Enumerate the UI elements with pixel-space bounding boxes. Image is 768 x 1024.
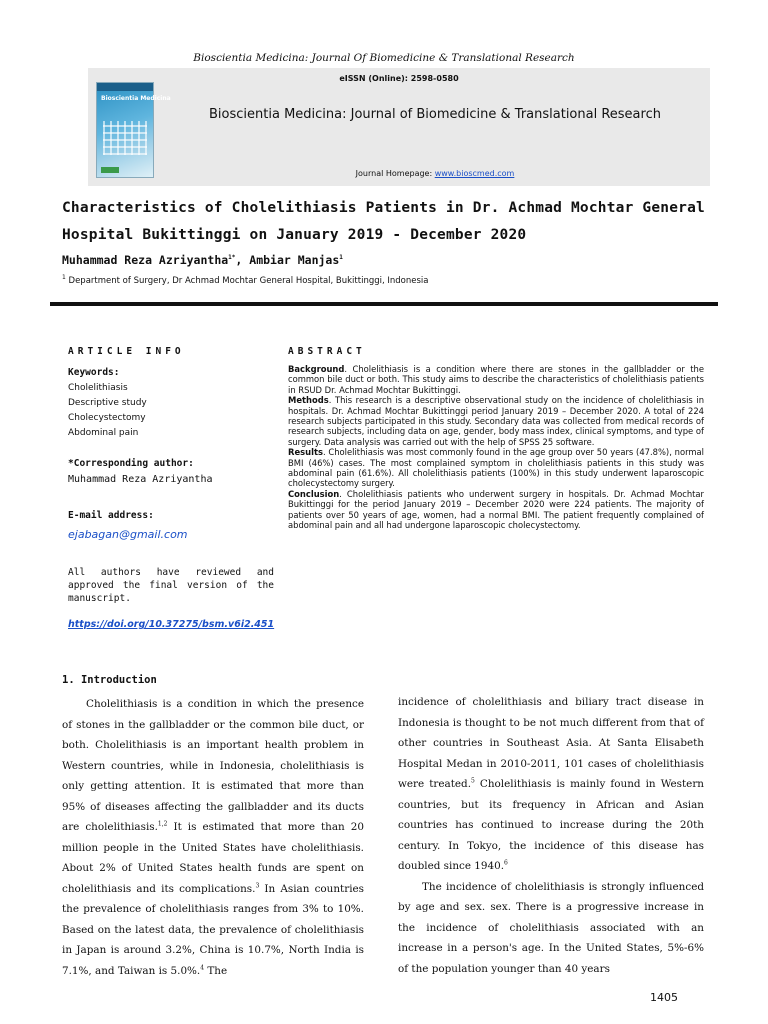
- author-list: [62, 253, 343, 267]
- corresponding-author-label: *Corresponding author:: [68, 458, 194, 469]
- text-run: Cholelithiasis is mainly found in Western countries, but its frequency in African and Asian countries has continued to increase during the 20th century. In Tokyo, the incidence of this disease has doubled since 1940.: [398, 778, 704, 872]
- citation: 4: [200, 964, 205, 972]
- text-run: The: [204, 964, 228, 977]
- abstract-heading: ABSTRACT: [288, 346, 366, 357]
- running-header: Bioscientia Medicina: Journal Of Biomedicine & Translational Research: [193, 52, 575, 64]
- email-label: E-mail address:: [68, 510, 154, 521]
- article-title: Characteristics of Cholelithiasis Patients in Dr. Achmad Mochtar General Hospital Bukittinggi on January 2019 - December 2020: [62, 200, 705, 243]
- text-run: Cholelithiasis is a condition in which the presence of stones in the gallbladder or the common bile duct, or both. Cholelithiasis is an important health problem in Western countries, while in Indonesia, cholelithiasis is only getting attention. It is estimated that more than 95% of diseases affecting the gallbladder and its ducts are cholelithiasis.: [62, 698, 364, 833]
- section-heading-introduction: 1. Introduction: [62, 674, 157, 686]
- abstract-background: [288, 364, 704, 395]
- citation: 1,2: [157, 820, 168, 828]
- cover-graphic: [103, 121, 147, 155]
- abstract-text: . This research is a descriptive observational study on the incidence of cholelithiasis in hospitals. Dr. Achmad Mochtar Bukittinggi period January 2019 – December 2020. A total of 224 research subjects participated in this study. Secondary data was collected from medical records of research subjects, including data on age, gender, body mass index, clinical symptoms, and type of surgery. Data analysis was carried out with the help of SPSS 25 software.: [288, 395, 704, 447]
- affiliation-text: Department of Surgery, Dr Achmad Mochtar General Hospital, Bukittinggi, Indonesia: [68, 276, 429, 286]
- abstract-label: Results: [288, 447, 323, 458]
- affiliation: [62, 276, 429, 286]
- abstract-label: Methods: [288, 395, 329, 406]
- abstract-text: . Cholelithiasis patients who underwent surgery in hospitals. Dr. Achmad Mochtar Bukittinggi for the period January 2019 – December 2020 were 224 patients. The majority of patients over 50 years of age, women, had a normal BMI. The patient frequently complained of abdominal pain and all had undergone laparoscopic cholecystectomy.: [288, 488, 704, 531]
- abstract-conclusion: [288, 489, 704, 531]
- author-affiliation-mark: 1: [339, 254, 343, 262]
- eissn: eISSN (Online): 2598-0580: [339, 74, 459, 83]
- body-column-left: [62, 694, 364, 981]
- cover-journal-name: Bioscientia Medicina: [101, 95, 171, 102]
- author-name: Muhammad Reza Azriyantha: [62, 253, 229, 267]
- journal-cover-image: [96, 82, 171, 178]
- journal-homepage: [160, 169, 710, 178]
- abstract-label: Conclusion: [288, 488, 340, 499]
- doi-link[interactable]: https://doi.org/10.37275/bsm.v6i2.451: [68, 619, 275, 630]
- header-divider: [50, 302, 718, 306]
- affiliation-mark: 1: [62, 274, 66, 282]
- paragraph: The incidence of cholelithiasis is strongly influenced by age and sex. sex. There is a progressive increase in the incidence of cholelithiasis associated with an increase in a person's age. In the United States, 5%-6% of the population younger than 40 years: [398, 880, 704, 975]
- author-separator: ,: [235, 253, 250, 267]
- keyword: Abdominal pain: [68, 428, 139, 438]
- citation: 3: [255, 882, 260, 890]
- body-column-right: [398, 692, 704, 979]
- keywords-label: Keywords:: [68, 367, 120, 378]
- abstract-methods: [288, 395, 704, 447]
- abstract-body: [288, 364, 704, 531]
- keyword: Descriptive study: [68, 398, 147, 408]
- text-run: It is estimated that more than 20 million people in the United States have cholelithiasis. About 2% of United States health funds are spent on cholelithiasis and its complications.: [62, 821, 364, 895]
- text-run: In Asian countries the prevalence of cholelithiasis ranges from 3% to 10%. Based on the latest data, the prevalence of cholelithiasis in Japan is around 3.2%, China is 10.7%, North India is 7.1%, and Taiwan is 5.0%.: [62, 882, 364, 977]
- homepage-link[interactable]: www.bioscmed.com: [434, 169, 515, 178]
- author-affiliation-mark: 1*: [228, 254, 236, 262]
- citation: 6: [504, 859, 508, 867]
- author-name: Ambiar Manjas: [249, 253, 340, 267]
- cover-top-band: [97, 83, 153, 91]
- abstract-label: Background: [288, 364, 345, 374]
- corresponding-author-name: Muhammad Reza Azriyantha: [68, 474, 213, 485]
- text-run: incidence of cholelithiasis and biliary tract disease in Indonesia is thought to be not much different from that of other countries in Southeast Asia. At Santa Elisabeth Hospital Medan in 2010-2011, 101 cases of cholelithiasis were treated.: [398, 696, 704, 790]
- keywords-list: [68, 381, 147, 441]
- abstract-text: . Cholelithiasis is a condition where there are stones in the gallbladder or the common bile duct or both. This study aims to describe the characteristics of cholelithiasis patients in RSUD Dr. Achmad Mochtar Bukittinggi.: [288, 364, 704, 395]
- article-info-heading: ARTICLE INFO: [68, 346, 185, 357]
- homepage-label: Journal Homepage:: [355, 169, 433, 178]
- email-link[interactable]: ejabagan@gmail.com: [68, 528, 188, 541]
- journal-title: Bioscientia Medicina: Journal of Biomedicine & Translational Research: [209, 107, 661, 122]
- keyword: Cholelithiasis: [68, 383, 128, 393]
- abstract-text: . Cholelithiasis was most commonly found in the age group over 50 years (47.8%), normal BMI (46%) cases. The most complained symptom in cholelithiasis patients in this study was abdominal pain (61.6%). All cholelithiasis patients (100%) in this study underwent laparoscopic cholecystectomy surgery.: [288, 447, 704, 489]
- keyword: Cholecystectomy: [68, 413, 146, 423]
- abstract-results: [288, 447, 704, 489]
- paragraph: [62, 694, 364, 981]
- page-number: 1405: [650, 991, 678, 1004]
- cover-logo: [101, 167, 119, 173]
- citation: 5: [471, 777, 475, 785]
- approval-statement: All authors have reviewed and approved the final version of the manuscript.: [68, 567, 274, 604]
- paragraph: [398, 692, 704, 877]
